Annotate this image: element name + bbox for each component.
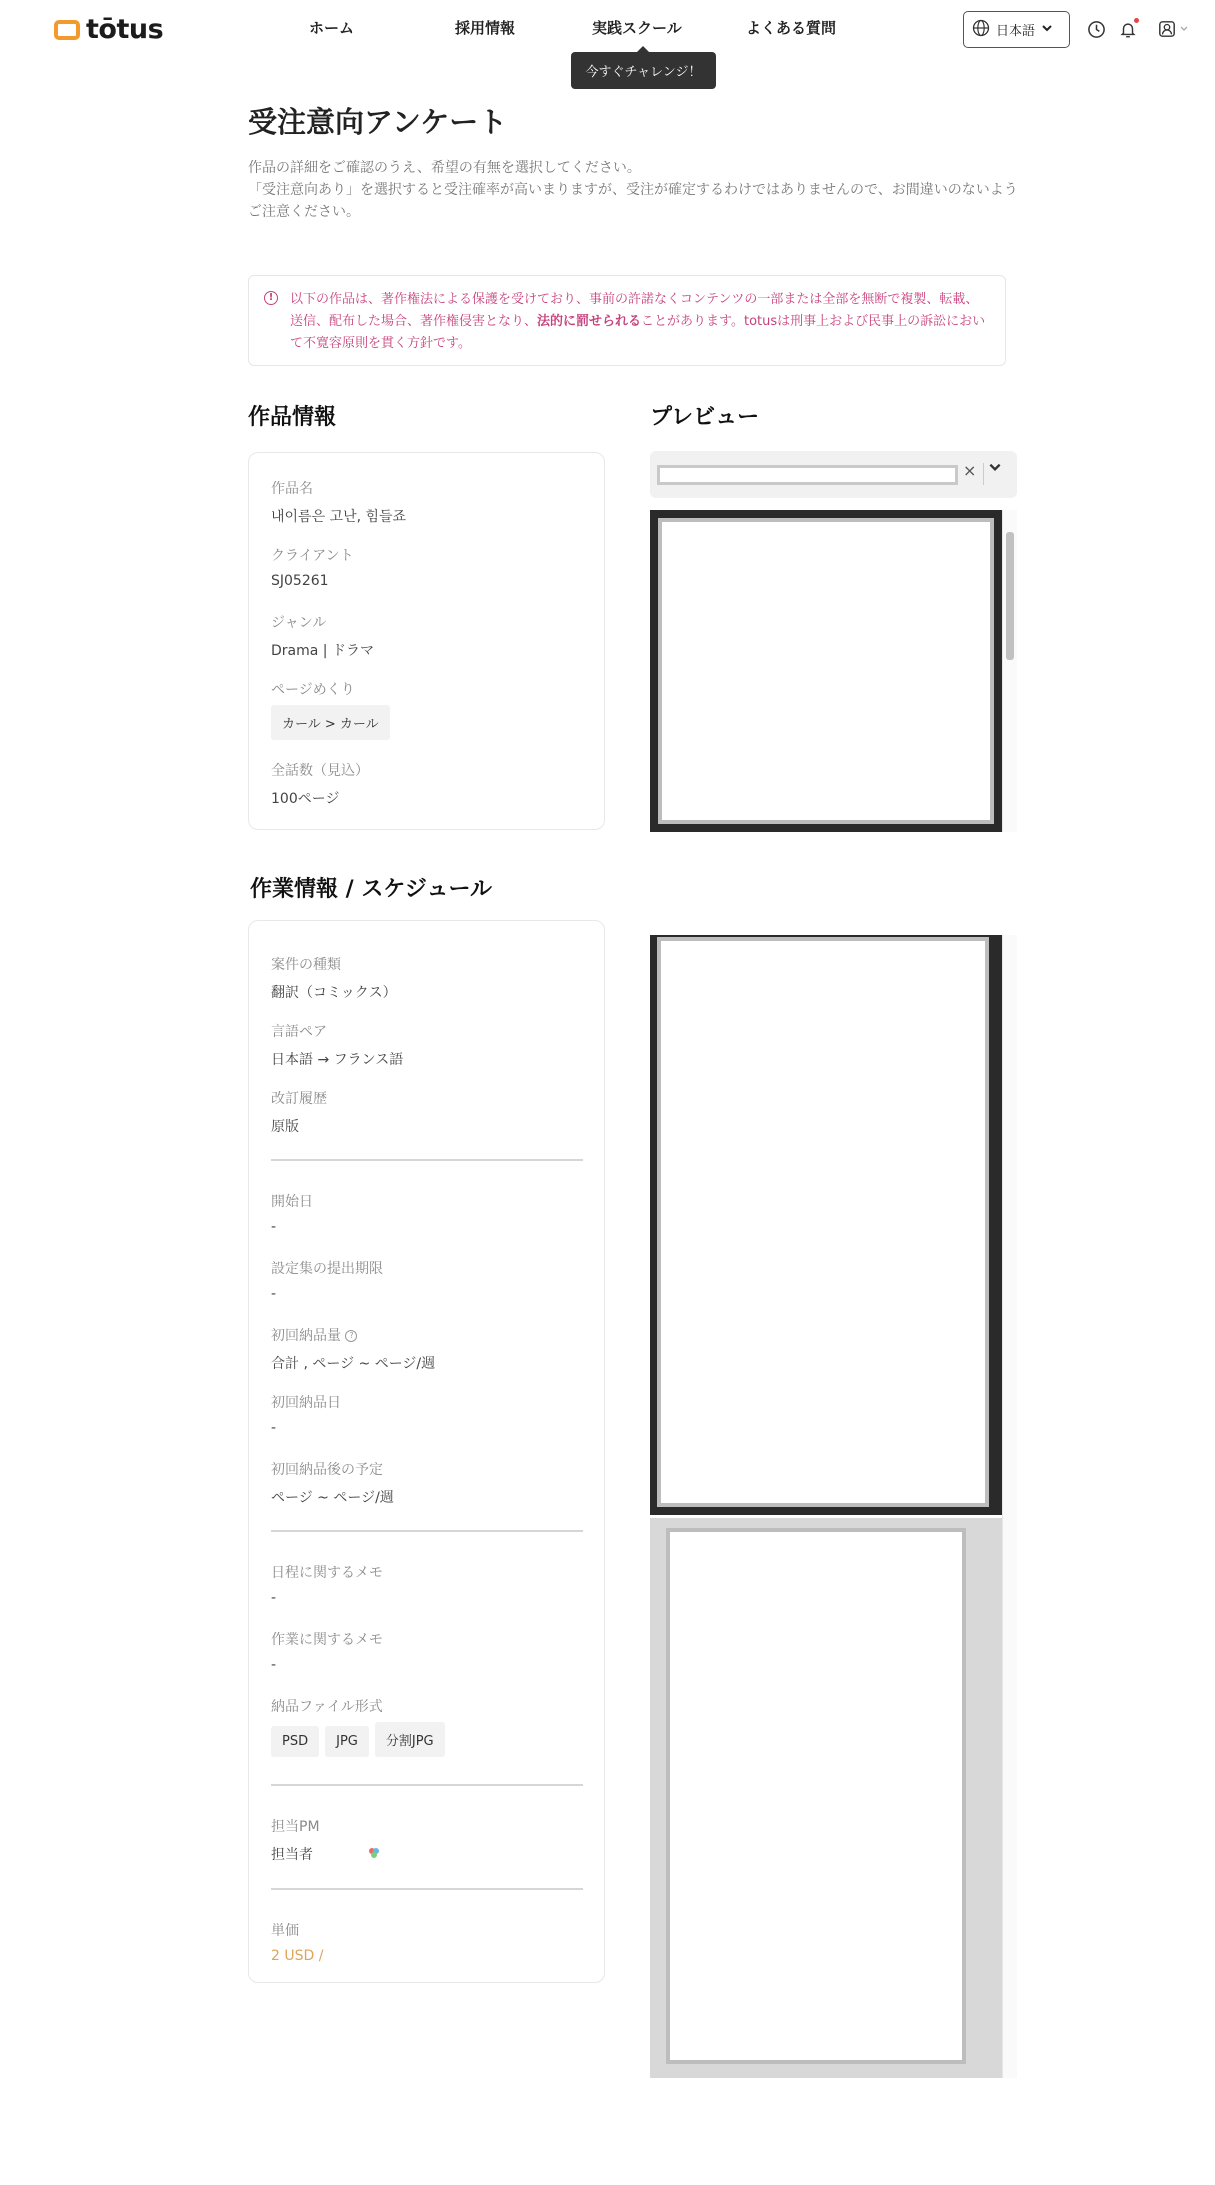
field-label <box>271 1325 435 1345</box>
file-format-chip: JPG <box>325 1726 369 1757</box>
field-lang-pair <box>271 1021 403 1069</box>
field-value: Drama | ドラマ <box>271 643 374 659</box>
work-info-title: 作品情報 <box>248 405 337 430</box>
preview-page-2 <box>650 935 1002 1515</box>
field-total <box>271 760 369 808</box>
school-tooltip: 今すぐチャレンジ！ <box>571 52 716 89</box>
nav-school[interactable]: 実践スクール <box>592 19 682 37</box>
language-select[interactable] <box>963 11 1070 48</box>
first-amount-label: 初回納品量 <box>271 1328 341 1344</box>
preview-scroll-thumb[interactable] <box>1006 532 1014 660</box>
preview-title: プレビュー <box>650 405 760 430</box>
schedule-title: 作業情報 / スケジュール <box>250 877 493 902</box>
field-first-amount <box>271 1325 435 1373</box>
notification-dot <box>1134 18 1139 23</box>
nav-faq[interactable]: よくある質問 <box>746 19 837 37</box>
page-turn-chip: カール > カール <box>271 705 390 740</box>
divider <box>271 1888 583 1890</box>
field-price <box>271 1920 323 1964</box>
field-value: 翻訳（コミックス） <box>271 985 397 1001</box>
field-value: 合計 , ページ ~ ページ/週 <box>271 1356 436 1372</box>
file-format-chip: 分割JPG <box>375 1722 445 1757</box>
alert-text-after: ことがあります。totusは刑事上および民事上の訴訟において不寛容原則を貫く方針です。 <box>290 314 986 351</box>
field-label: ページめくり <box>271 682 355 698</box>
price-value: 2 USD / <box>271 1948 324 1964</box>
field-label: 開始日 <box>271 1194 313 1210</box>
divider <box>271 1530 583 1532</box>
field-label: 作品名 <box>271 481 313 497</box>
chevron-down-icon[interactable] <box>988 460 1002 478</box>
field-start-date <box>271 1191 313 1235</box>
help-icon[interactable]: ? <box>345 1330 357 1342</box>
field-after-first <box>271 1459 394 1507</box>
divider <box>271 1159 583 1161</box>
chevron-down-icon <box>1041 22 1053 38</box>
field-label: 改訂履歴 <box>271 1091 327 1107</box>
field-label: 納品ファイル形式 <box>271 1699 383 1715</box>
field-page-turn <box>271 679 396 740</box>
preview-scrollbar[interactable] <box>1002 510 1017 832</box>
field-value: SJ05261 <box>271 573 329 589</box>
field-label: 設定集の提出期限 <box>271 1261 383 1277</box>
field-label: 日程に関するメモ <box>271 1565 383 1581</box>
field-value: - <box>271 1420 277 1436</box>
preview-page-blank <box>657 937 989 1507</box>
field-label: 言語ペア <box>271 1024 327 1040</box>
alert-text-before: 以下の作品は、著作権法による保護を受けており、事前の許諾なくコンテンツの一部または全部を無断で複製、転載、送信、配布した場合、著作権侵害となり、 <box>290 292 979 329</box>
nav-home[interactable]: ホーム <box>309 19 355 37</box>
field-value: 原版 <box>271 1119 299 1135</box>
field-label: 作業に関するメモ <box>271 1632 383 1648</box>
field-label: クライアント <box>271 548 354 564</box>
field-label: 案件の種類 <box>271 957 341 973</box>
field-label: 単価 <box>271 1923 299 1939</box>
totus-logo[interactable] <box>54 14 163 45</box>
page-intro <box>248 157 1018 223</box>
file-format-chip: PSD <box>271 1726 319 1757</box>
field-value: 내이름은 고난, 힘들죠 <box>271 509 407 525</box>
field-value: 100ページ <box>271 791 340 807</box>
clock-icon[interactable] <box>1085 18 1107 40</box>
user-icon[interactable] <box>1158 18 1192 40</box>
preview-page-3 <box>650 1518 1002 2078</box>
field-value: - <box>271 1219 277 1235</box>
field-value: - <box>271 1657 277 1673</box>
field-label: 初回納品日 <box>271 1395 341 1411</box>
field-client <box>271 545 354 589</box>
alert-text-bold: 法的に罰せられる <box>537 314 642 329</box>
preview-page-1 <box>650 510 1002 832</box>
field-value: 日本語 → フランス語 <box>271 1052 404 1068</box>
clear-icon[interactable]: × <box>963 461 977 480</box>
globe-icon <box>972 19 990 41</box>
alert-info-icon: ! <box>264 291 278 305</box>
top-header <box>0 0 1215 58</box>
preview-select[interactable] <box>650 451 1017 498</box>
preview-page-blank <box>666 1528 966 2064</box>
field-first-date <box>271 1392 341 1436</box>
field-case-type <box>271 954 397 1002</box>
page-title: 受注意向アンケート <box>248 105 508 139</box>
field-value: - <box>271 1286 277 1302</box>
field-label: ジャンル <box>271 615 327 631</box>
field-schedule-memo <box>271 1562 383 1606</box>
language-label: 日本語 <box>996 24 1036 39</box>
logo-text: tōtus <box>86 14 164 45</box>
field-file-format <box>271 1696 451 1757</box>
field-pm <box>271 1816 381 1864</box>
field-settings-deadline <box>271 1258 383 1302</box>
field-genre <box>271 612 374 660</box>
intro-line-2: 「受注意向あり」を選択すると受注確率が高いまりますが、受注が確定するわけではありませんので、お間違いのないようご注意ください。 <box>248 182 1018 220</box>
field-value: - <box>271 1590 277 1606</box>
preview-page-blank <box>658 518 994 824</box>
field-label: 全話数（見込） <box>271 763 369 779</box>
preview-scrollbar-lower[interactable] <box>1002 935 1017 2078</box>
logo-mark-icon <box>54 20 80 40</box>
field-work-memo <box>271 1629 383 1673</box>
schedule-card <box>248 920 605 1983</box>
pm-name: 担当者 <box>271 1847 313 1863</box>
bell-icon[interactable] <box>1117 18 1139 40</box>
field-label: 担当PM <box>271 1819 320 1835</box>
field-revision <box>271 1088 327 1136</box>
avatar <box>367 1846 381 1864</box>
nav-recruit[interactable]: 採用情報 <box>455 19 516 37</box>
preview-select-input[interactable] <box>657 465 958 485</box>
field-label: 初回納品後の予定 <box>271 1462 383 1478</box>
intro-line-1: 作品の詳細をご確認のうえ、希望の有無を選択してください。 <box>248 160 641 176</box>
pm-row <box>271 1844 381 1864</box>
field-title <box>271 478 406 526</box>
copyright-alert <box>248 275 1006 366</box>
field-value: ページ ~ ページ/週 <box>271 1490 394 1506</box>
preview-select-separator <box>983 463 984 485</box>
divider <box>271 1784 583 1786</box>
work-info-card <box>248 452 605 830</box>
